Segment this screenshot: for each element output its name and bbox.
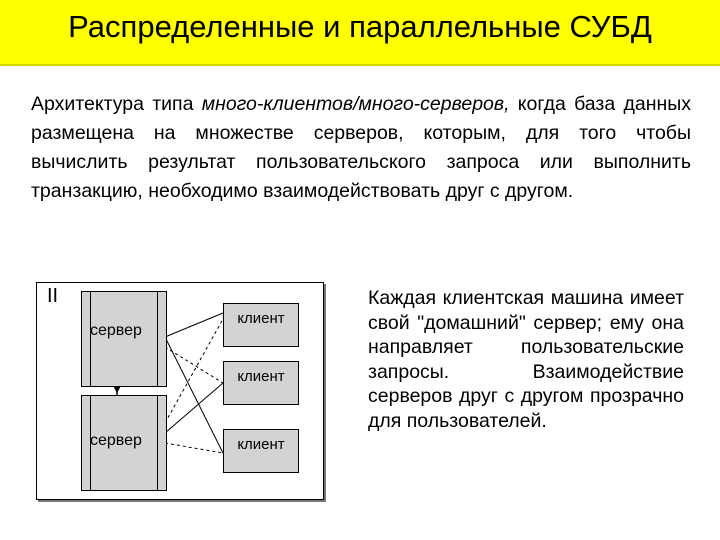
server-box-2 (81, 395, 167, 491)
link-server2-client2 (165, 383, 223, 433)
server-rail-right (157, 396, 166, 490)
intro-italic-term: много-клиентов/много-серверов, (201, 93, 510, 115)
client-label: клиент (237, 368, 285, 385)
architecture-diagram (36, 282, 324, 500)
link-server1-client1 (165, 313, 223, 337)
server-rail-right (157, 292, 166, 386)
client-box-3 (223, 429, 299, 473)
server-label: сервер (90, 432, 142, 449)
server-box-1 (81, 291, 167, 387)
dashed-link-server1-client2 (165, 347, 223, 383)
title-bar (0, 0, 720, 66)
side-description: Каждая клиентская машина имеет свой "домашний" сервер; ему она направляет пользовательские запросы. Взаимодействие серверов друг с другом прозрачно для пользователей. (368, 287, 684, 432)
client-box-2 (223, 361, 299, 405)
intro-text-start: Архитектура типа (31, 93, 202, 115)
diagram-roman-mark: II (47, 285, 59, 307)
dashed-link-server2-client3 (165, 443, 223, 453)
server-label: сервер (90, 322, 142, 339)
intro-paragraph (31, 90, 691, 206)
slide-title: Распределенные и параллельные СУБД (68, 9, 652, 44)
client-box-1 (223, 303, 299, 347)
intro-text-rest: когда база данных размещена на множестве серверов, которым, для того чтобы вычислить результат пользовательского запроса или выполнить транзакцию, необходимо взаимодействовать друг с другом. (31, 93, 691, 202)
link-server1-client3 (165, 337, 223, 453)
client-label: клиент (237, 436, 285, 453)
client-label: клиент (237, 310, 285, 327)
